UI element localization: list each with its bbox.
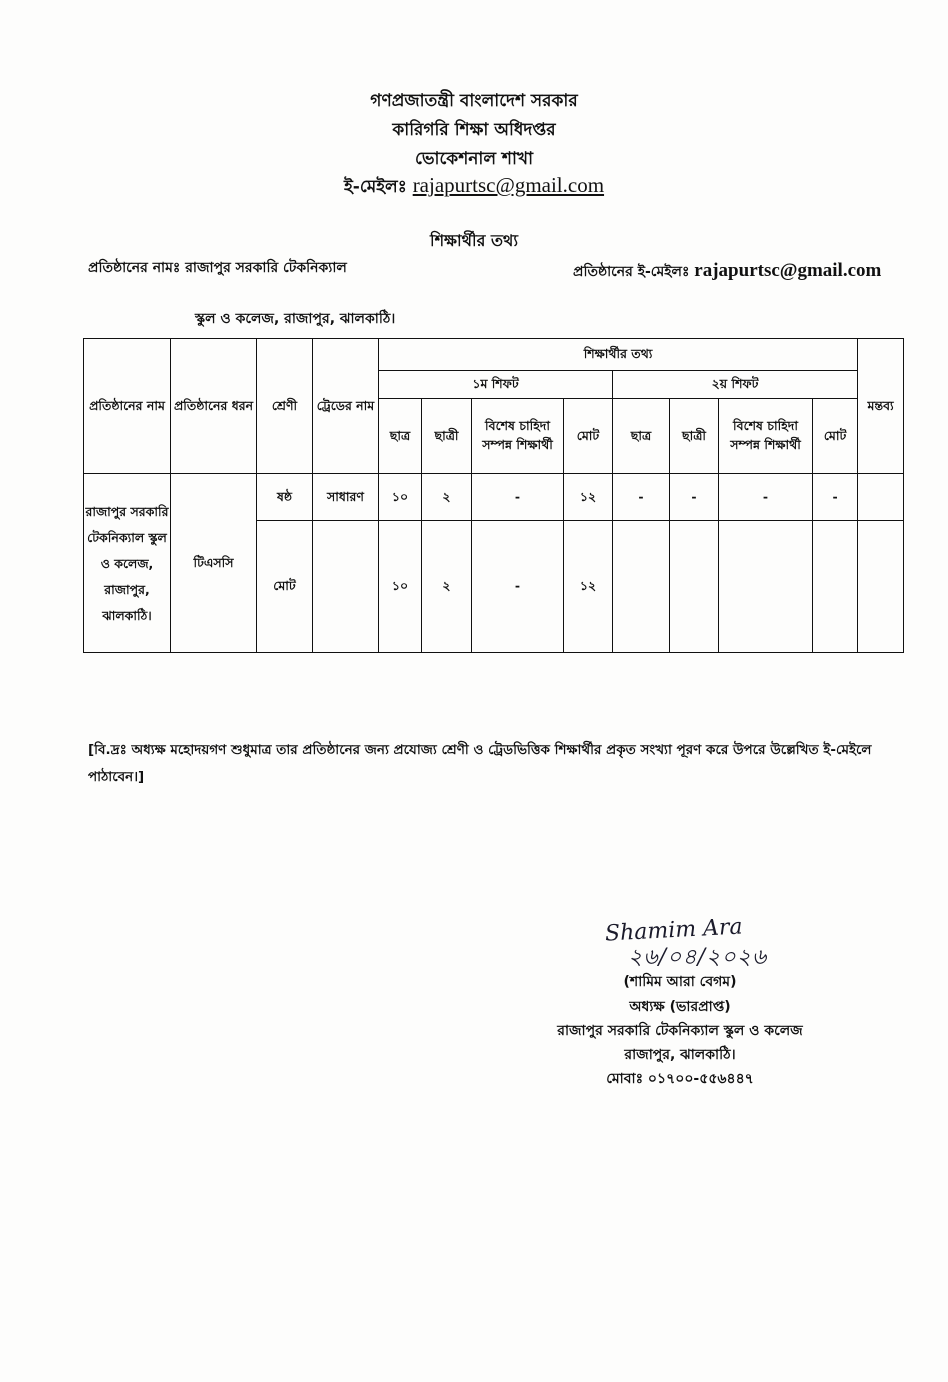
institution-name-line bbox=[88, 256, 347, 280]
cell-institution-type: টিএসসি bbox=[171, 474, 257, 653]
cell-s1-total: ১২ bbox=[564, 474, 613, 521]
cell-s2-total-total bbox=[813, 521, 858, 653]
cell-s1-girls-total: ২ bbox=[422, 521, 472, 653]
signatory-mobile: মোবাঃ ০১৭০০-৫৫৬৪৪৭ bbox=[606, 1071, 754, 1087]
header-shift2: ২য় শিফট bbox=[613, 371, 858, 399]
student-info-table bbox=[83, 338, 904, 653]
section-title: শিক্ষার্থীর তথ্য bbox=[430, 231, 518, 250]
cell-remarks bbox=[858, 474, 904, 521]
signature-date: ২৬/০৪/২০২৬ bbox=[628, 945, 768, 970]
signatory-institution: রাজাপুর সরকারি টেকনিক্যাল স্কুল ও কলেজ bbox=[557, 1023, 803, 1039]
cell-class-total: মোট bbox=[257, 521, 313, 653]
header-trade-name: ট্রেডের নাম bbox=[313, 339, 379, 474]
cell-s1-girls: ২ bbox=[422, 474, 472, 521]
cell-s1-total-total: ১২ bbox=[564, 521, 613, 653]
cell-s2-total: - bbox=[813, 474, 858, 521]
cell-trade: সাধারণ bbox=[313, 474, 379, 521]
cell-institution-name: রাজাপুর সরকারি টেকনিক্যাল স্কুল ও কলেজ, রাজাপুর, ঝালকাঠি। bbox=[84, 474, 171, 653]
header-s1-girls: ছাত্রী bbox=[422, 399, 472, 474]
cell-s1-boys-total: ১০ bbox=[379, 521, 422, 653]
cell-s2-boys-total bbox=[613, 521, 670, 653]
header-shift1: ১ম শিফট bbox=[379, 371, 613, 399]
cell-s1-boys: ১০ bbox=[379, 474, 422, 521]
signatory-name: (শামিম আরা বেগম) bbox=[623, 974, 737, 990]
institution-name-label: প্রতিষ্ঠানের নামঃ bbox=[88, 260, 181, 276]
institution-name-line2: স্কুল ও কলেজ, রাজাপুর, ঝালকাঠি। bbox=[195, 311, 396, 327]
cell-s2-boys: - bbox=[613, 474, 670, 521]
header-s1-boys: ছাত্র bbox=[379, 399, 422, 474]
cell-s2-girls: - bbox=[670, 474, 719, 521]
institution-email-label: প্রতিষ্ঠানের ই-মেইলঃ bbox=[573, 264, 690, 280]
institution-email-value[interactable]: rajapurtsc@gmail.com bbox=[694, 260, 882, 281]
cell-class: ষষ্ঠ bbox=[257, 474, 313, 521]
header-s2-girls: ছাত্রী bbox=[670, 399, 719, 474]
institution-name-value: রাজাপুর সরকারি টেকনিক্যাল bbox=[185, 260, 347, 276]
header-s1-total: মোট bbox=[564, 399, 613, 474]
signatory-location: রাজাপুর, ঝালকাঠি। bbox=[624, 1047, 736, 1063]
header-institution-name: প্রতিষ্ঠানের নাম bbox=[84, 339, 171, 474]
table-row bbox=[84, 474, 904, 521]
header-student-info: শিক্ষার্থীর তথ্য bbox=[379, 339, 858, 371]
header-s2-total: মোট bbox=[813, 399, 858, 474]
cell-s2-special: - bbox=[719, 474, 813, 521]
handwritten-signature: Shamim Ara bbox=[604, 914, 744, 947]
header-email-link[interactable]: rajapurtsc@gmail.com bbox=[412, 173, 605, 197]
header-s2-special: বিশেষ চাহিদা সম্পন্ন শিক্ষার্থী bbox=[719, 399, 813, 474]
govt-title: গণপ্রজাতন্ত্রী বাংলাদেশ সরকার bbox=[370, 91, 578, 111]
header-institution-type: প্রতিষ্ঠানের ধরন bbox=[171, 339, 257, 474]
cell-s2-special-total bbox=[719, 521, 813, 653]
cell-s2-girls-total bbox=[670, 521, 719, 653]
header-s2-boys: ছাত্র bbox=[613, 399, 670, 474]
signatory-designation: অধ্যক্ষ (ভারপ্রাপ্ত) bbox=[629, 999, 731, 1015]
cell-s1-special-total: - bbox=[472, 521, 564, 653]
header-s1-special: বিশেষ চাহিদা সম্পন্ন শিক্ষার্থী bbox=[472, 399, 564, 474]
cell-s1-special: - bbox=[472, 474, 564, 521]
header-remarks: মন্তব্য bbox=[858, 339, 904, 474]
header-class: শ্রেণী bbox=[257, 339, 313, 474]
instruction-note: [বি.দ্রঃ অধ্যক্ষ মহোদয়গণ শুধুমাত্র তার প্রতিষ্ঠানের জন্য প্রযোজ্য শ্রেণী ও ট্রেডভিত্তিক শিক্ষার্থীর প্রকৃত সংখ্যা পূরণ করে উপরে উল্লেখিত ই-মেইলে পাঠাবেন।] bbox=[88, 742, 872, 785]
directorate-title: কারিগরি শিক্ষা অধিদপ্তর bbox=[392, 120, 556, 140]
branch-title: ভোকেশনাল শাখা bbox=[414, 149, 534, 169]
cell-remarks-total bbox=[858, 521, 904, 653]
header-email-line bbox=[0, 173, 948, 202]
institution-email-line bbox=[573, 260, 881, 284]
cell-trade-total bbox=[313, 521, 379, 653]
header-email-label: ই-মেইলঃ bbox=[343, 177, 407, 197]
